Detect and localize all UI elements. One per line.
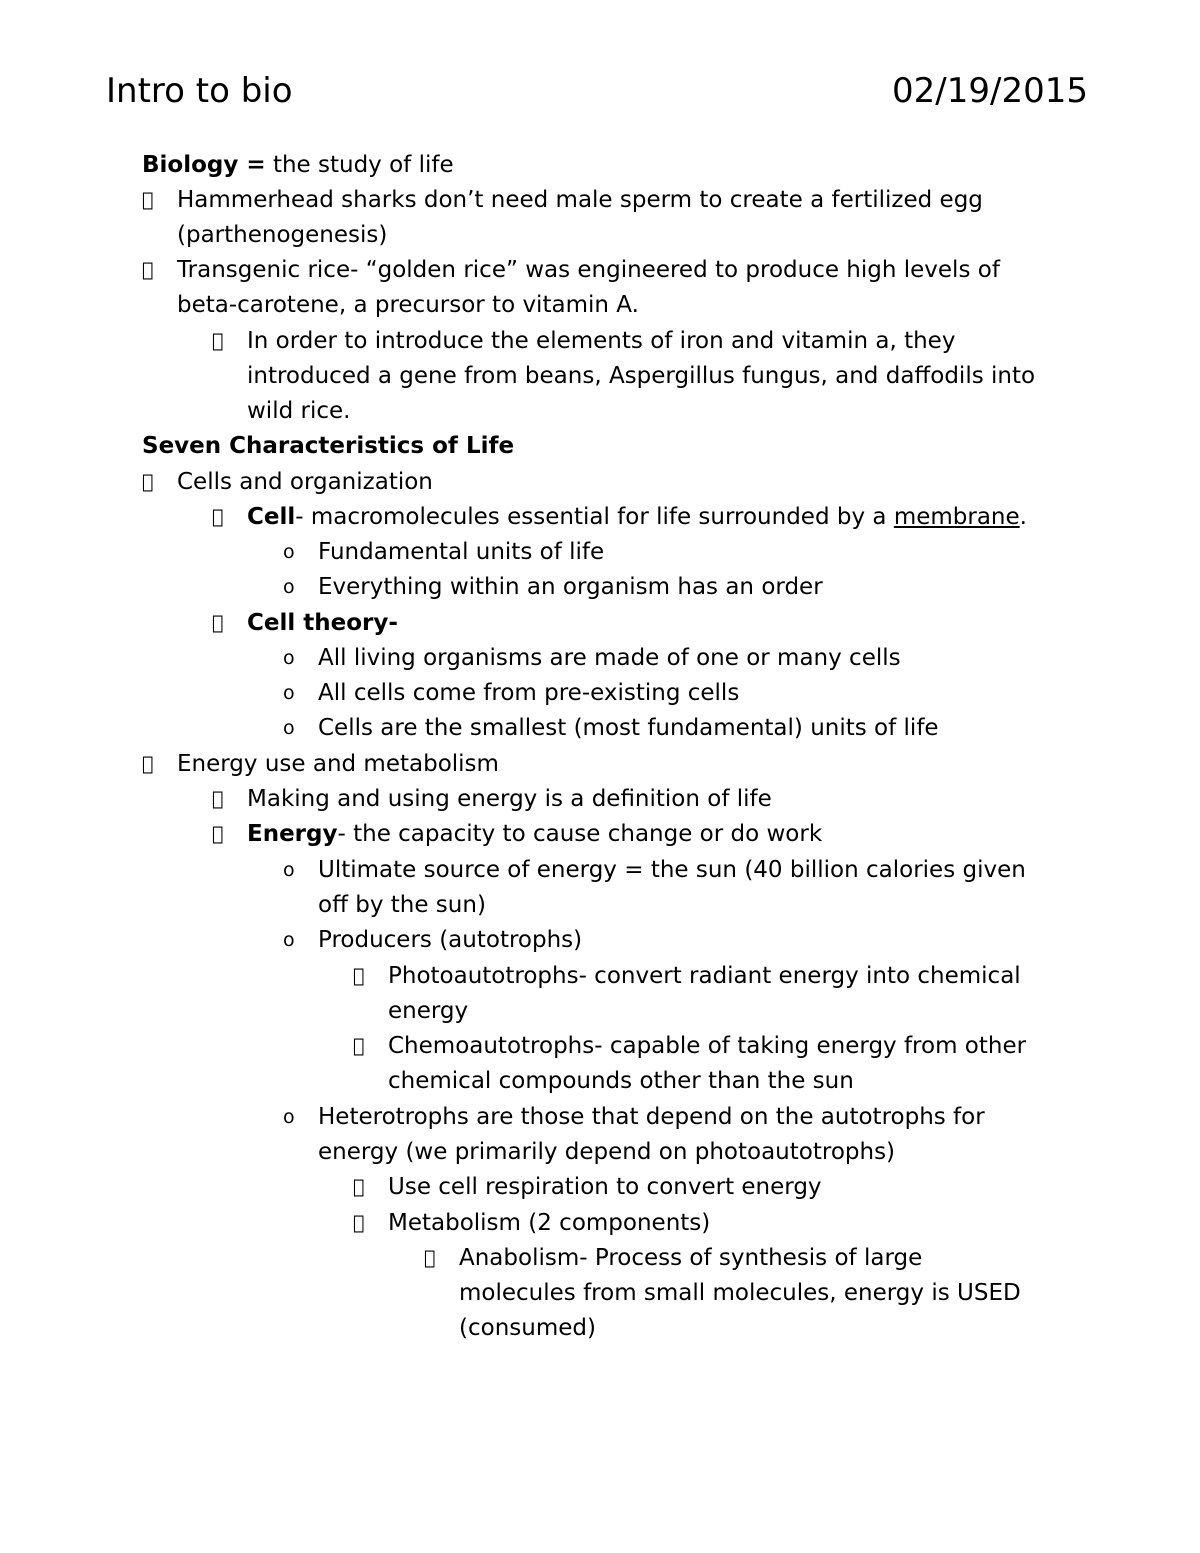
note-text: Anabolism- Process of synthesis of large <box>459 1245 923 1271</box>
note-line <box>177 185 983 215</box>
note-text: Use cell respiration to convert energy <box>388 1174 822 1200</box>
square-bullet-icon <box>353 1031 364 1061</box>
square-bullet-icon <box>212 784 223 814</box>
square-bullet-icon <box>424 1243 435 1273</box>
circle-bullet-icon: o <box>283 859 295 881</box>
note-line <box>459 1313 596 1343</box>
note-line <box>247 326 955 356</box>
note-line <box>318 1137 895 1167</box>
circle-bullet-icon: o <box>283 682 295 704</box>
note-text: - macromolecules essential for life surrounded by a <box>295 504 894 530</box>
underlined-term: membrane <box>893 504 1020 530</box>
note-line <box>177 220 387 250</box>
square-bullet-icon <box>212 326 223 356</box>
note-line <box>318 925 582 955</box>
note-text: All living organisms are made of one or many cells <box>318 645 901 671</box>
note-line <box>177 749 499 779</box>
note-text: energy (we primarily depend on photoautotrophs) <box>318 1139 896 1165</box>
bold-term: Cell theory- <box>247 610 398 636</box>
circle-bullet-icon: o <box>283 1106 295 1128</box>
square-bullet-icon <box>212 608 223 638</box>
note-line <box>177 290 639 320</box>
square-bullet-icon <box>142 749 153 779</box>
bold-term: Seven Characteristics of Life <box>142 433 515 459</box>
note-text: Heterotrophs are those that depend on the autotrophs for <box>318 1104 985 1130</box>
note-text: In order to introduce the elements of iron and vitamin a, they <box>247 328 956 354</box>
note-text: introduced a gene from beans, Aspergillus fungus, and daffodils into <box>247 363 1036 389</box>
note-text: beta-carotene, a precursor to vitamin A. <box>177 292 639 318</box>
note-text: off by the sun) <box>318 892 486 918</box>
note-text: (consumed) <box>459 1315 596 1341</box>
note-line <box>318 678 739 708</box>
note-line <box>318 643 901 673</box>
note-text: Chemoautotrophs- capable of taking energy from other <box>388 1033 1027 1059</box>
note-line <box>177 255 1000 285</box>
note-text: - the capacity to cause change or do work <box>337 821 823 847</box>
note-text: Hammerhead sharks don’t need male sperm to create a fertilized egg <box>177 187 983 213</box>
note-text: the study of life <box>265 152 454 178</box>
note-text: chemical compounds other than the sun <box>388 1068 854 1094</box>
square-bullet-icon <box>353 1172 364 1202</box>
note-line <box>247 361 1035 391</box>
note-text: Photoautotrophs- convert radiant energy into chemical <box>388 963 1021 989</box>
note-line <box>388 1208 710 1238</box>
note-line <box>247 608 398 638</box>
note-text: Cells and organization <box>177 469 433 495</box>
note-line <box>142 150 454 180</box>
note-line <box>388 1172 822 1202</box>
section-heading <box>142 431 514 461</box>
page-date: 02/19/2015 <box>892 71 1088 111</box>
square-bullet-icon <box>142 185 153 215</box>
note-text: Ultimate source of energy = the sun (40 billion calories given <box>318 857 1026 883</box>
bold-term: Biology = <box>142 152 266 178</box>
note-text: Producers (autotrophs) <box>318 927 583 953</box>
note-line <box>318 855 1026 885</box>
note-line <box>177 467 433 497</box>
note-line <box>388 961 1021 991</box>
note-text: Making and using energy is a definition of life <box>247 786 772 812</box>
note-line <box>247 784 772 814</box>
note-text: (parthenogenesis) <box>177 222 388 248</box>
note-line <box>459 1243 922 1273</box>
note-line <box>247 819 822 849</box>
note-line <box>318 890 486 920</box>
note-line <box>388 996 468 1026</box>
circle-bullet-icon: o <box>283 929 295 951</box>
circle-bullet-icon: o <box>283 576 295 598</box>
note-line <box>388 1031 1026 1061</box>
circle-bullet-icon: o <box>283 541 295 563</box>
square-bullet-icon <box>212 502 223 532</box>
note-text: Energy use and metabolism <box>177 751 499 777</box>
note-line <box>318 713 939 743</box>
note-line <box>318 1102 985 1132</box>
note-text: Everything within an organism has an order <box>318 574 823 600</box>
circle-bullet-icon: o <box>283 647 295 669</box>
page-title: Intro to bio <box>106 71 293 111</box>
note-text: Metabolism (2 components) <box>388 1210 711 1236</box>
note-line <box>318 537 604 567</box>
note-text: energy <box>388 998 469 1024</box>
note-line <box>388 1066 854 1096</box>
note-text: wild rice. <box>247 398 351 424</box>
square-bullet-icon <box>142 467 153 497</box>
square-bullet-icon <box>142 255 153 285</box>
bold-term: Cell <box>247 504 296 530</box>
note-text: molecules from small molecules, energy is USED <box>459 1280 1021 1306</box>
square-bullet-icon <box>212 819 223 849</box>
circle-bullet-icon: o <box>283 717 295 739</box>
square-bullet-icon <box>353 961 364 991</box>
note-line <box>247 502 1027 532</box>
note-text: Transgenic rice- “golden rice” was engineered to produce high levels of <box>177 257 1000 283</box>
note-text: Cells are the smallest (most fundamental) units of life <box>318 715 939 741</box>
note-line <box>318 572 823 602</box>
bold-term: Energy <box>247 821 338 847</box>
note-line <box>459 1278 1021 1308</box>
square-bullet-icon <box>353 1208 364 1238</box>
note-text: Fundamental units of life <box>318 539 605 565</box>
note-text: . <box>1019 504 1027 530</box>
note-text: All cells come from pre-existing cells <box>318 680 740 706</box>
note-line <box>247 396 350 426</box>
